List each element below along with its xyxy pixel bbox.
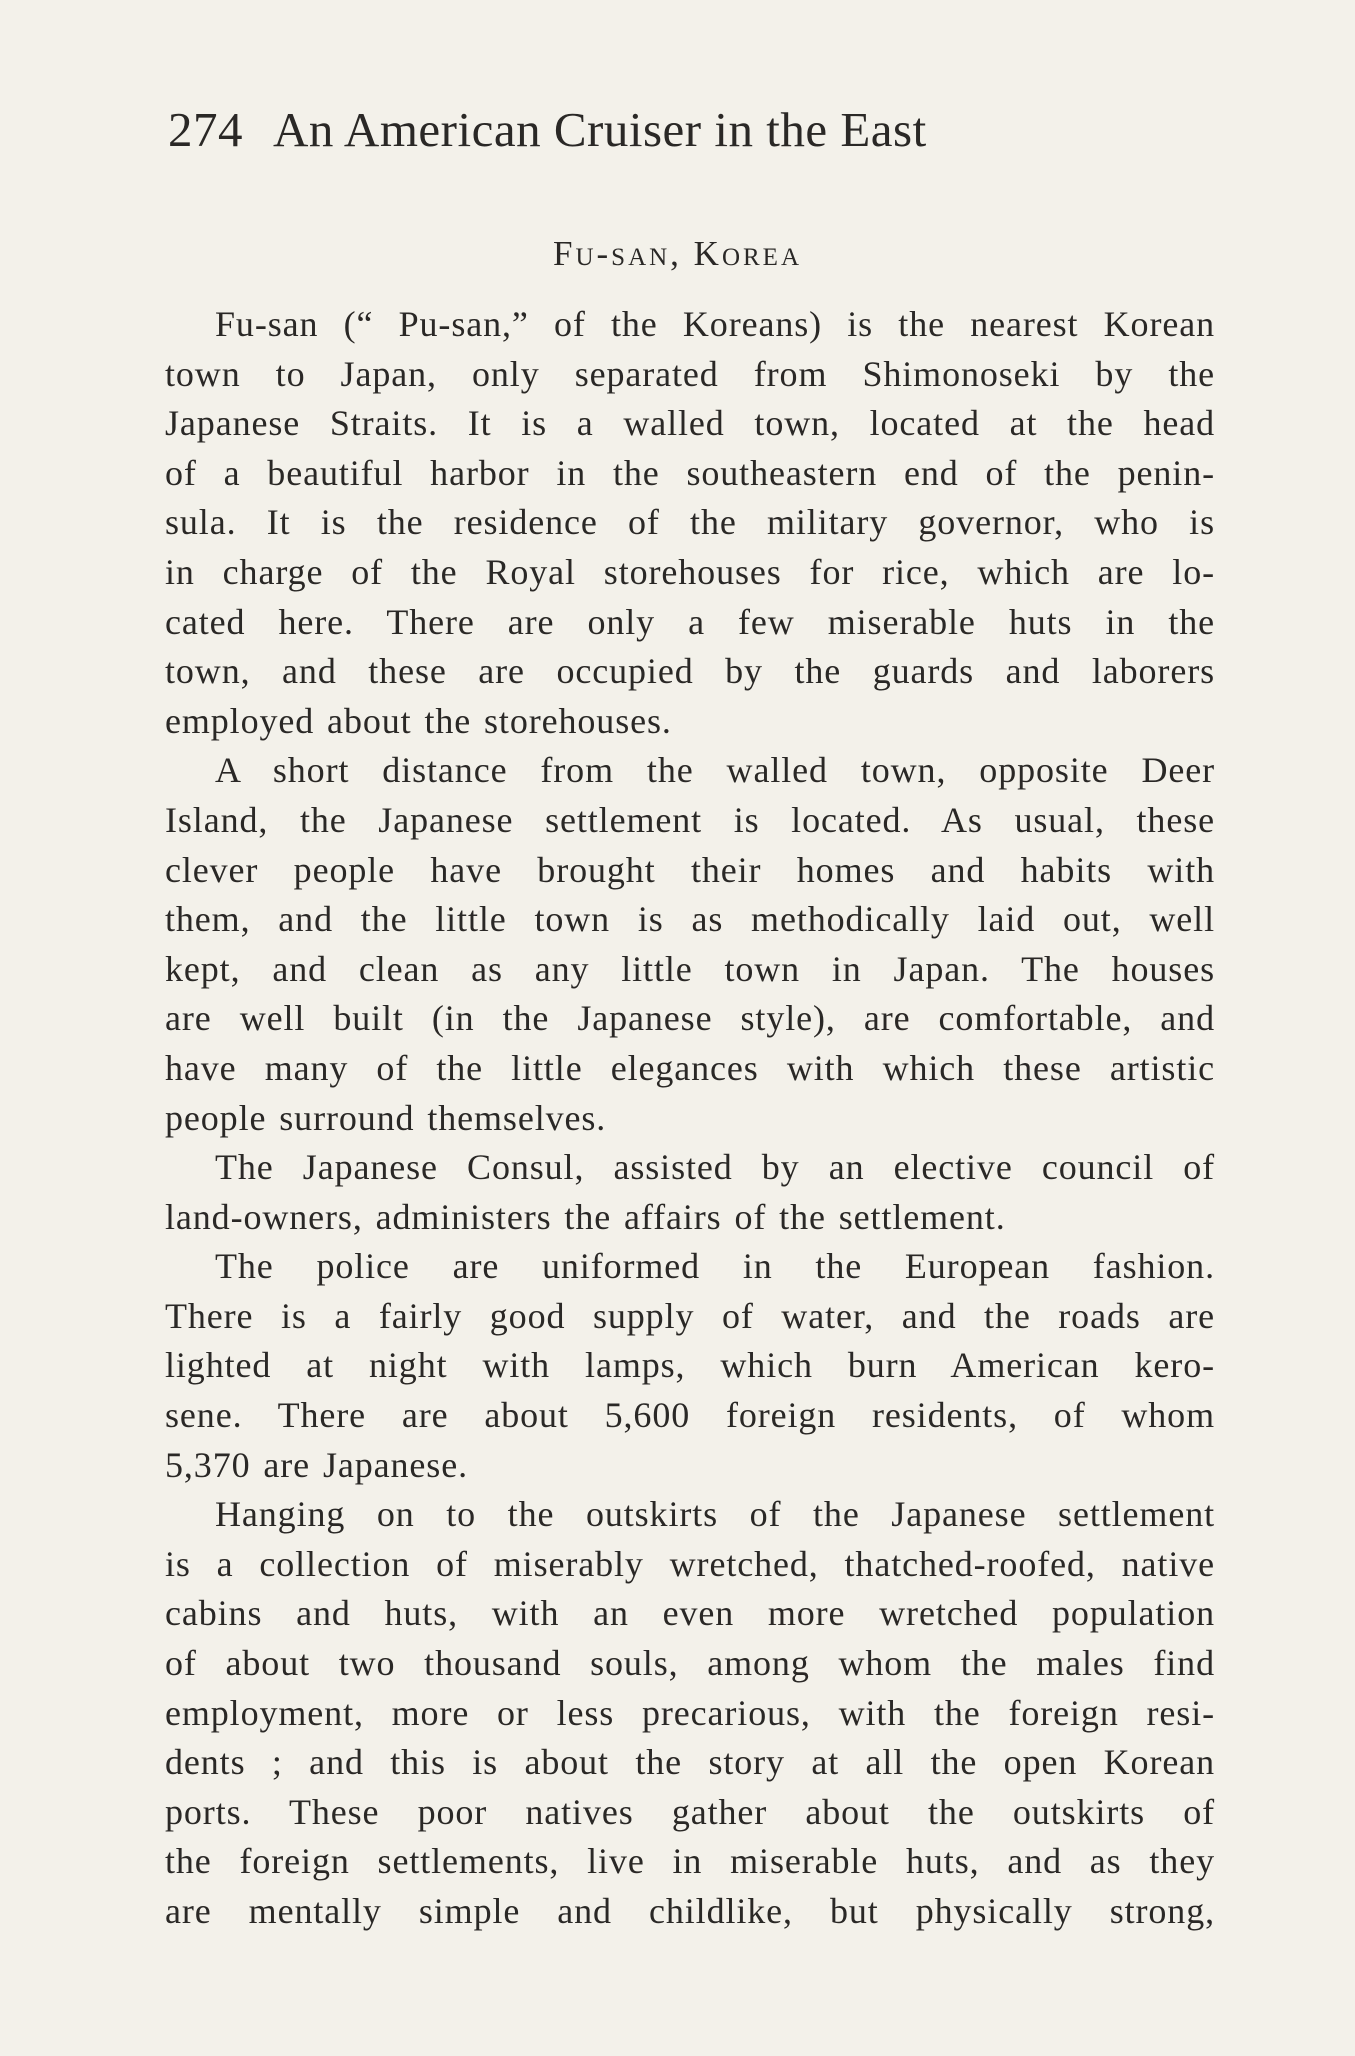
text-line: sene. There are about 5,600 foreign residents, of whom xyxy=(165,1395,1215,1436)
text-line: The Japanese Consul, assisted by an elective council of xyxy=(215,1147,1215,1188)
text-line: town, and these are occupied by the guards and laborers xyxy=(165,651,1215,692)
text-line: lighted at night with lamps, which burn American kero- xyxy=(165,1345,1215,1386)
text-line: kept, and clean as any little town in Japan. The houses xyxy=(165,948,1215,989)
text-line: of about two thousand souls, among whom the males find xyxy=(165,1643,1215,1684)
text-line: clever people have brought their homes and habits with xyxy=(165,849,1215,890)
running-head xyxy=(168,100,1128,160)
text-line: cabins and huts, with an even more wretched population xyxy=(165,1593,1215,1634)
text-line: are well built (in the Japanese style), are comfortable, and xyxy=(165,998,1215,1039)
text-line: The police are uniformed in the European fashion. xyxy=(215,1246,1215,1287)
text-line: people surround themselves. xyxy=(165,1097,607,1138)
text-line: of a beautiful harbor in the southeastern end of the penin- xyxy=(165,452,1215,493)
text-line: employment, more or less precarious, with the foreign resi- xyxy=(165,1692,1215,1733)
text-line: Fu-san (“ Pu-san,” of the Koreans) is the nearest Korean xyxy=(215,304,1215,344)
text-line: There is a fairly good supply of water, and the roads are xyxy=(165,1295,1215,1336)
text-line: Hanging on to the outskirts of the Japanese settlement xyxy=(215,1494,1215,1535)
text-line: Japanese Straits. It is a walled town, located at the head xyxy=(165,403,1215,444)
text-line: the foreign settlements, live in miserable huts, and as they xyxy=(165,1841,1215,1882)
running-title: An American Cruiser in the East xyxy=(273,102,927,157)
paragraph-fusan-location xyxy=(165,300,1215,746)
text-line: in charge of the Royal storehouses for rice, which are lo- xyxy=(165,551,1215,592)
paragraph-japanese-consul xyxy=(165,1143,1215,1242)
text-line: town to Japan, only separated from Shimonoseki by the xyxy=(165,353,1215,394)
text-line: is a collection of miserably wretched, thatched-roofed, native xyxy=(165,1543,1215,1584)
text-line: A short distance from the walled town, opposite Deer xyxy=(215,750,1215,791)
page-number: 274 xyxy=(168,102,243,157)
text-line: 5,370 are Japanese. xyxy=(165,1444,468,1485)
text-line: are mentally simple and childlike, but physically strong, xyxy=(165,1891,1215,1931)
text-line: them, and the little town is as methodically laid out, well xyxy=(165,899,1215,940)
text-line: ports. These poor natives gather about the outskirts of xyxy=(165,1791,1215,1832)
paragraph-japanese-settlement xyxy=(165,746,1215,1143)
section-title: Fu-san, Korea xyxy=(552,234,803,273)
paragraph-native-cabins xyxy=(165,1490,1215,1936)
body-text xyxy=(165,300,1215,1937)
text-line: Island, the Japanese settlement is located. As usual, these xyxy=(165,799,1215,840)
text-line: dents ; and this is about the story at all the open Korean xyxy=(165,1742,1215,1783)
paragraph-police-and-residents xyxy=(165,1242,1215,1490)
text-line: cated here. There are only a few miserable huts in the xyxy=(165,601,1215,642)
text-line: have many of the little elegances with which these artistic xyxy=(165,1047,1215,1088)
text-line: land-owners, administers the affairs of the settlement. xyxy=(165,1196,1006,1237)
text-line: employed about the storehouses. xyxy=(165,700,672,741)
text-line: sula. It is the residence of the military governor, who is xyxy=(165,502,1215,543)
